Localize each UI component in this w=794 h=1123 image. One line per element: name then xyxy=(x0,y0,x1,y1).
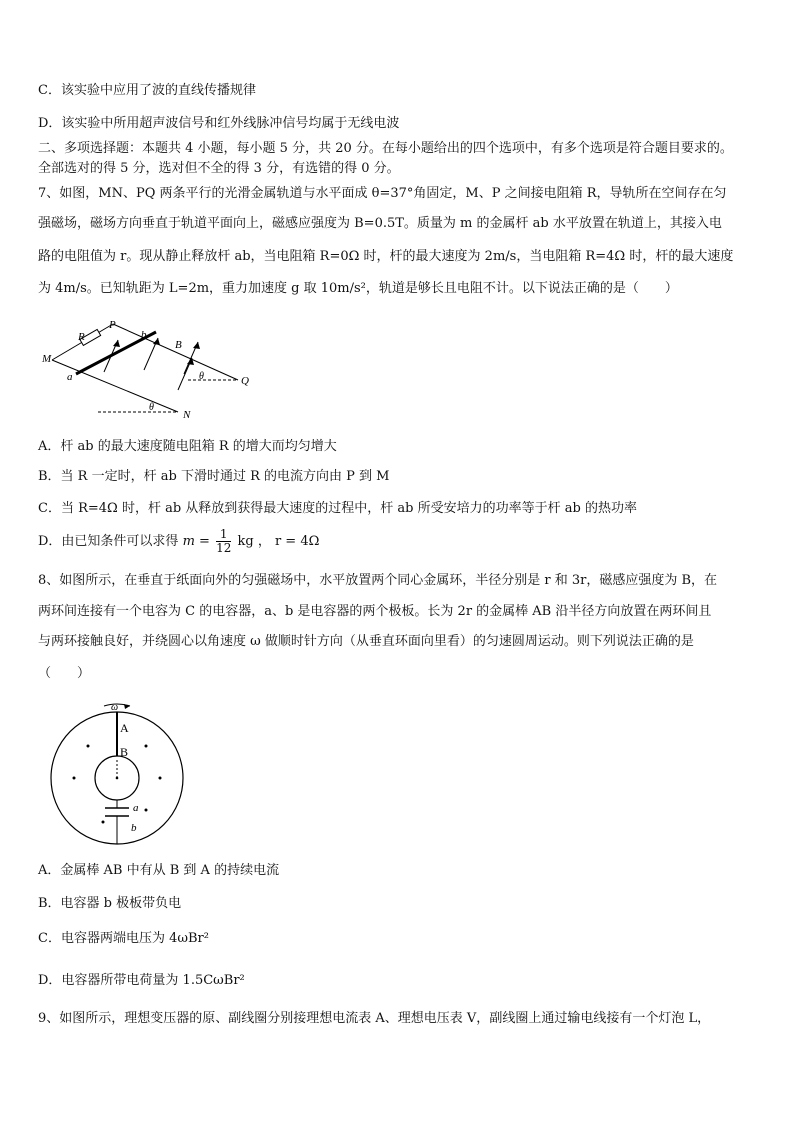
question-8-line1: 8、如图所示，在垂直于纸面向外的匀强磁场中，水平放置两个同心金属环，半径分别是 r 和 3r，磁感应强度为 B，在 xyxy=(38,573,718,588)
question-9-line1: 9、如图所示，理想变压器的原、副线圈分别接理想电流表 A、理想电压表 V，副线圈上通过输电线接有一个灯泡 L， xyxy=(38,1011,711,1026)
option-7c-prev: C．该实验中应用了波的直线传播规律 xyxy=(38,83,256,98)
ring-figure xyxy=(48,698,188,846)
label-N: N xyxy=(183,409,191,421)
label-b: b xyxy=(141,329,147,341)
question-8-line4: （ ） xyxy=(38,666,91,681)
question-7-line3: 路的电阻值为 r。现从静止释放杆 ab，当电阻箱 R=0Ω 时，杆的最大速度为 2m/s，当电阻箱 R=4Ω 时，杆的最大速度 xyxy=(38,249,734,264)
label-omega: ω xyxy=(111,702,119,713)
label-plate-a: a xyxy=(133,802,139,814)
fraction-numerator: 1 xyxy=(216,528,231,542)
section-heading: 二、多项选择题：本题共 4 小题，每小题 5 分，共 20 分。在每小题给出的四个选项中，有多个选项是符合题目要求的。 xyxy=(38,141,733,156)
label-M: M xyxy=(42,353,52,365)
label-B: B xyxy=(175,339,182,351)
question-8-line3: 与两环接触良好，并绕圆心以角速度 ω 做顺时针方向（从垂直环面向里看）的匀速圆周运动。则下列说法正确的是 xyxy=(38,634,694,649)
rail-figure xyxy=(38,312,278,422)
option-7d-mass: m = xyxy=(182,534,210,549)
question-8-line2: 两环间连接有一个电容为 C 的电容器，a、b 是电容器的两个极板。长为 2r 的金属棒 AB 沿半径方向放置在两环间且 xyxy=(38,604,712,619)
label-theta-lower: θ xyxy=(149,402,154,413)
option-8b: B．电容器 b 极板带负电 xyxy=(38,896,182,911)
fraction-denominator: 12 xyxy=(216,541,232,555)
option-7d xyxy=(38,527,319,557)
option-8a: A．金属棒 AB 中有从 B 到 A 的持续电流 xyxy=(38,863,280,878)
option-7a: A．杆 ab 的最大速度随电阻箱 R 的增大而均匀增大 xyxy=(38,439,337,454)
label-Q: Q xyxy=(241,375,249,387)
label-a: a xyxy=(67,371,73,383)
question-7-line1: 7、如图，MN、PQ 两条平行的光滑金属轨道与水平面成 θ=37°角固定，M、P 之间接电阻箱 R，导轨所在空间存在匀 xyxy=(38,186,727,201)
label-plate-b: b xyxy=(131,822,137,834)
option-7c: C．当 R=4Ω 时，杆 ab 从释放到获得最大速度的过程中，杆 ab 所受安培力的功率等于杆 ab 的热功率 xyxy=(38,501,637,516)
fraction xyxy=(216,528,231,555)
option-7d-suffix: kg ， r = 4Ω xyxy=(237,534,320,549)
label-theta-upper: θ xyxy=(199,371,204,382)
option-7d-prefix: D．由已知条件可以求得 xyxy=(38,534,179,549)
question-7-line2: 强磁场，磁场方向垂直于轨道平面向上，磁感应强度为 B=0.5T。质量为 m 的金属杆 ab 水平放置在轨道上，其接入电 xyxy=(38,216,722,231)
label-B: B xyxy=(120,745,129,759)
option-d-prev: D．该实验中所用超声波信号和红外线脉冲信号均属于无线电波 xyxy=(38,116,400,131)
option-8d: D．电容器所带电荷量为 1.5CωBr² xyxy=(38,973,245,988)
label-A: A xyxy=(120,721,129,735)
option-7b: B．当 R 一定时，杆 ab 下滑时通过 R 的电流方向由 P 到 M xyxy=(38,469,390,484)
label-R: R xyxy=(78,331,85,343)
section-scoring: 全部选对的得 5 分，选对但不全的得 3 分，有选错的得 0 分。 xyxy=(38,161,400,176)
option-8c: C．电容器两端电压为 4ωBr² xyxy=(38,931,209,946)
label-P: P xyxy=(109,319,116,331)
question-7-line4: 为 4m/s。已知轨距为 L=2m，重力加速度 g 取 10m/s²，轨道是够长且电阻不计。以下说法正确的是（ ） xyxy=(38,281,678,296)
